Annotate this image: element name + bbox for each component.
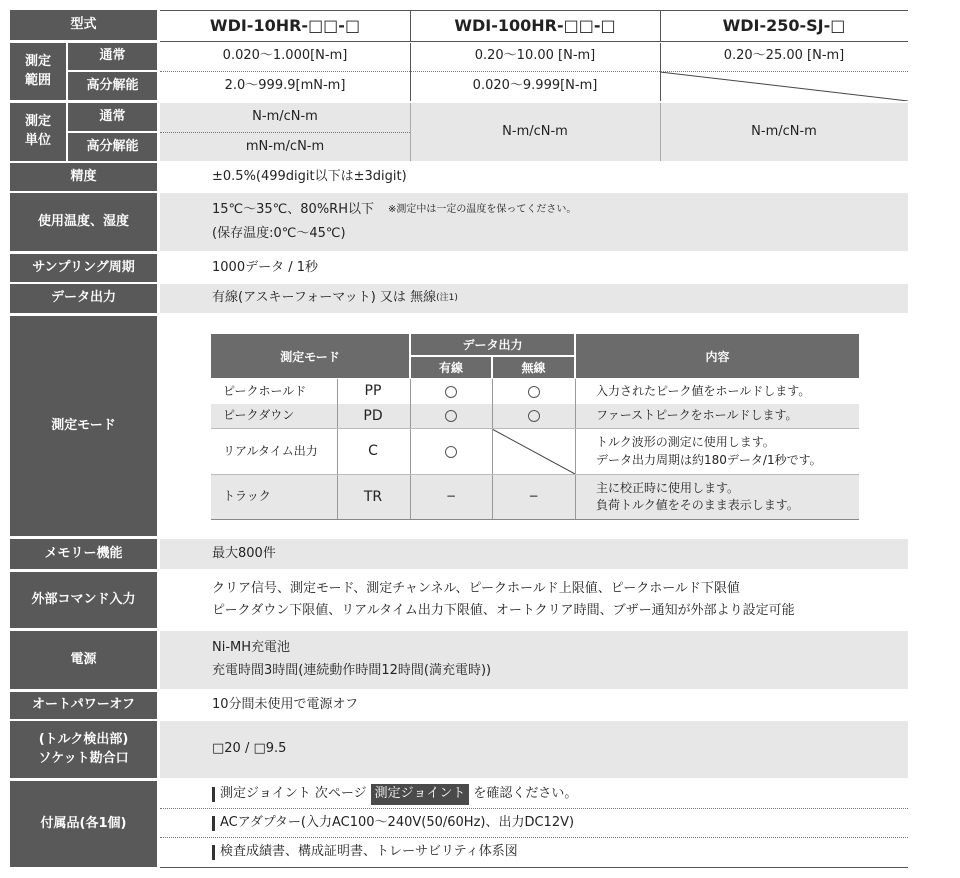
range-m3-hires-not-applicable [660,72,908,101]
mode-row-1-wireless [492,379,575,404]
header-label: 型式 [10,10,157,40]
unit-m3: N-m/cN-m [751,123,817,139]
modes-head-mode: 測定モード [211,334,409,378]
mode-row-2-wired [410,404,492,428]
mode-row-2-wireless [492,404,575,428]
range-m2-hires: 0.020〜9.999[N-m] [472,77,598,93]
unit-m1-normal: N-m/cN-m [252,108,318,124]
external-label: 外部コマンド入力 [10,572,157,628]
mode-row-4-wireless: − [528,489,539,504]
sampling-label: サンプリング周期 [10,254,157,282]
data-output-label: データ出力 [10,284,157,313]
auto-off-value: 10分間未使用で電源オフ [212,697,359,713]
modes-head-wired: 有線 [411,357,491,378]
range-m1-hires: 2.0〜999.9[mN-m] [224,77,346,93]
accessories-label: 付属品(各1個) [10,781,157,867]
mode-row-3-desc: トルク波形の測定に使用します。 データ出力周期は約180データ/1秒です。 [596,435,822,467]
mode-row-1-name: ピークホールド [223,383,307,398]
memory-label: メモリー機能 [10,539,157,569]
mode-row-1-wired [410,379,492,404]
range-m2-normal: 0.20〜10.00 [N-m] [474,48,596,64]
accessory-item-2: ACアダプター(入力AC100〜240V(50/60Hz)、出力DC12V) [212,809,908,837]
mode-row-3-wireless-not-applicable [492,429,575,474]
unit-normal-label: 通常 [68,103,157,131]
auto-off-label: オートパワーオフ [10,692,157,719]
range-hires-label: 高分解能 [68,72,157,100]
mode-row-3-name: リアルタイム出力 [223,443,318,458]
range-label: 測定範囲 [10,43,66,100]
power-line1: Ni-MH充電池 [212,639,291,655]
sampling-value: 1000データ / 1秒 [212,259,318,275]
mode-row-2-desc: ファーストピークをホールドします。 [596,408,798,423]
socket-value: □20 / □9.5 [212,741,287,757]
accuracy-label: 精度 [10,163,157,191]
temperature-label: 使用温度、湿度 [10,193,157,251]
socket-label: (トルク検出部) ソケット勘合口 [10,721,157,778]
accessory-item-3: 検査成績書、構成証明書、トレーサビリティ体系図 [212,838,908,866]
mode-row-1-desc: 入力されたピーク値をホールドします。 [596,383,811,398]
data-output-value: 有線(アスキーフォーマット) 又は 無線 (注1) [212,290,458,306]
unit-m1-hires: mN-m/cN-m [245,138,325,154]
accuracy-value: ±0.5%(499digit以下は±3digit) [212,168,407,184]
memory-value: 最大800件 [212,545,276,561]
power-label: 電源 [10,631,157,689]
modes-head-content: 内容 [576,334,859,378]
data-output-note: (注1) [436,293,458,304]
mode-row-4-name: トラック [223,489,271,504]
mode-row-4-desc: 主に校正時に使用します。 負荷トルク値をそのまま表示します。 [596,480,799,512]
external-line1: クリア信号、測定モード、測定チャンネル、ピークホールド上限値、ピークホールド下限値 [212,580,740,596]
mode-row-3-wired [410,429,492,474]
unit-label: 測定単位 [10,103,66,161]
mode-row-3-code: C [368,443,378,460]
mode-row-2-code: PD [363,407,383,424]
accessory-item-1: 測定ジョイント 次ページ 測定ジョイント を確認ください。 [212,781,908,808]
external-line2: ピークダウン下限値、リアルタイム出力下限値、オートクリア時間、ブザー通知が外部より設定可能 [212,602,795,618]
joint-page-tag: 測定ジョイント [371,784,470,805]
model-2-header: WDI-100HR-□□-□ [454,15,616,35]
unit-m2: N-m/cN-m [502,123,568,139]
temperature-line1: 15℃〜35℃、80%RH以下 ※測定中は一定の温度を保ってください。 [212,201,577,217]
temperature-line2: (保存温度:0℃〜45℃) [212,225,346,241]
model-3-header: WDI-250-SJ-□ [722,15,846,35]
unit-hires-label: 高分解能 [68,133,157,161]
range-normal-label: 通常 [68,43,157,70]
mode-row-1-code: PP [364,383,382,400]
modes-head-output: データ出力 [411,334,574,355]
range-m1-normal: 0.020〜1.000[N-m] [222,48,348,64]
modes-head-wireless: 無線 [493,357,574,378]
power-line2: 充電時間3時間(連続動作時間12時間(満充電時)) [212,662,492,678]
temperature-note: ※測定中は一定の温度を保ってください。 [388,204,577,215]
mode-row-4-wired: − [445,489,457,504]
mode-row-4-code: TR [363,488,383,505]
modes-label: 測定モード [10,316,157,536]
mode-row-2-name: ピークダウン [223,408,295,423]
range-m3-normal: 0.20〜25.00 [N-m] [723,48,845,64]
model-1-header: WDI-10HR-□□-□ [209,15,361,35]
